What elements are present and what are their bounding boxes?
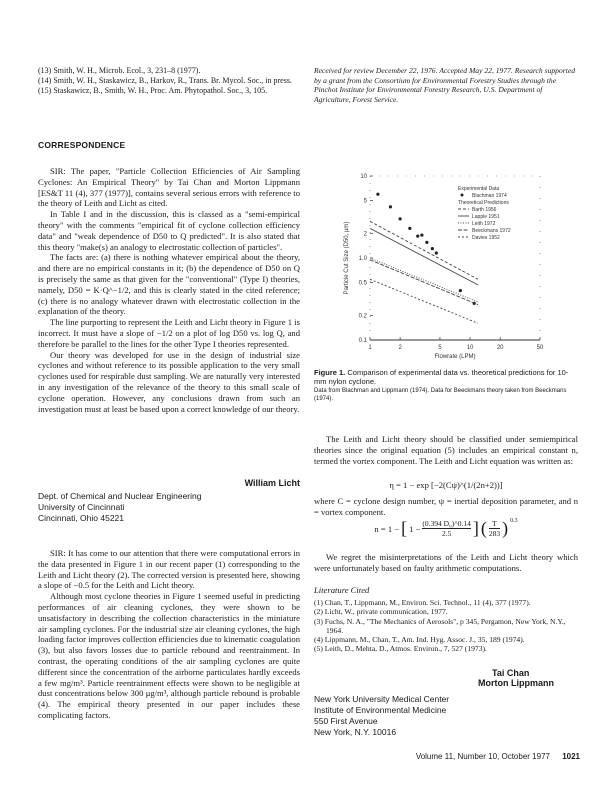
eq2-one: 1 − [409, 523, 421, 534]
paren-close: ) [502, 518, 509, 538]
caption-text: Comparison of experimental data vs. theoretical predictions for 10-mm nylon cyclone. [314, 368, 569, 386]
paragraph: The line purporting to represent the Leith and Licht theory in Figure 1 is incorrect. It must have a slope of −1/2 on a plot of log D50 vs. log Q, and therefore be parallel to the lines for the other Type I theories represented. [38, 317, 300, 349]
chart-svg [340, 168, 580, 368]
series-line [370, 258, 478, 302]
signature-william-licht: William Licht [244, 478, 300, 488]
paragraph: The facts are: (a) there is nothing whatever empirical about the theory, and there are no empirical constants in it; (b) the dependence of D50 on Q is precisely the same as that given for the "conventional" (Type I) theories, namely, D50 = K·Q^−1/2, and this is clearly stated in the cited reference; (c) there is no analogy whatever drawn with electrostatic collection in the explanation of the theory. [38, 252, 300, 317]
legend-label: Beeckmans 1972 [472, 228, 511, 234]
paragraph: Our theory was developed for use in the design of industrial size cyclones and without reference to its possible application to the very small cyclones used for respirable dust sampling. We are naturally very interested in any investigation of the relevance of the theory to this small scale of cyclone operation. However, any conclusions drawn from such an investigation must at least be based upon a correct knowledge of our theory. [38, 349, 300, 414]
x-tick-label: 50 [536, 345, 544, 351]
signature-morton-lippmann: Morton Lippmann [478, 678, 554, 688]
received-note: Received for review December 22, 1976. Accepted May 22, 1977. Research supported by a grant from the Consortium for Environmental Forestry Studies through the Pinchot Institute for Environmental Forestry Research, U.S. Department of Agriculture, Forest Service. [314, 66, 575, 104]
affiliation-line: University of Cincinnati [38, 502, 125, 512]
legend-title: Experimental Data [458, 186, 500, 192]
legend-label: Leith 1972 [472, 221, 496, 227]
affiliation-line: Dept. of Chemical and Nuclear Engineering [38, 491, 202, 501]
legend-title: Theoretical Predictions [458, 200, 509, 206]
paren-open: ( [480, 518, 487, 538]
data-point [376, 193, 379, 196]
paragraph: where C = cyclone design number, ψ = inertial deposition parameter, and n = vortex component. [314, 496, 578, 517]
eq2-temp-num: T [492, 519, 497, 528]
caption-note: Data from Blachman and Lippmann (1974). Data for Beeckmans theory taken from Beeckmans (1974). [314, 388, 567, 402]
data-point [431, 247, 434, 250]
reference-item: (3) Fuchs, N. A., "The Mechanics of Aerosols", p 345, Pergamon, New York, N.Y., 1964. [314, 616, 566, 635]
letter-2-body-left [38, 548, 300, 721]
x-tick-label: 1 [368, 345, 372, 351]
literature-cited-list [314, 598, 578, 654]
data-point [399, 217, 402, 220]
y-tick-label: 0.2 [358, 313, 367, 320]
equation-1: η = 1 − exp [−2(Cψ)^(1/(2n+2))] [389, 480, 503, 490]
eq2-exponent: 0.3 [510, 518, 518, 524]
letter-2-body-right [314, 434, 578, 466]
affiliation-line: New York, N.Y. 10016 [314, 727, 397, 737]
x-tick-label: 5 [438, 345, 442, 351]
legend-marker [461, 194, 464, 197]
paragraph: SIR: It has come to our attention that there were computational errors in the data presented in Figure 1 in our recent paper (1) corresponding to the Leith and Licht theory (2). The corrected version is presented here, showing a slope of −0.5 for the Leith and Licht theory. [38, 548, 300, 591]
data-point [408, 227, 411, 230]
figure-caption [314, 368, 578, 386]
paragraph: We regret the misinterpretations of the Leith and Licht theory which were unfortunately based on faulty arithmetic computations. [314, 552, 578, 573]
eq2-denominator: 2.5 [422, 528, 470, 538]
eq2-left: n = 1 − [374, 523, 400, 534]
y-tick-label: 0.5 [358, 280, 367, 287]
y-axis-label: Particle Cut Size (D50, μm) [344, 221, 350, 295]
page-number: 1021 [562, 752, 580, 761]
legend-label: Barth 1956 [472, 207, 497, 213]
affiliation-line: Institute of Environmental Medicine [314, 705, 447, 715]
letter-1-body [38, 166, 300, 414]
eq2-temp-den: 283 [488, 529, 501, 538]
x-tick-label: 20 [496, 345, 504, 351]
bracket-open: [ [401, 518, 408, 538]
bracket-close: ] [472, 518, 479, 538]
data-point [425, 241, 428, 244]
data-point [389, 205, 392, 208]
x-tick-label: 2 [398, 345, 402, 351]
letter-1-affiliation [38, 491, 300, 524]
reference-item: (14) Smith, W. H., Staskawicz, B., Harkov, R., Trans. Br. Mycol. Soc., in press. [38, 76, 292, 85]
affiliation-line: Cincinnati, Ohio 45221 [38, 513, 125, 523]
series-line [370, 260, 478, 305]
reference-item: (5) Leith, D., Mehta, D., Atmos. Environ., 7, 527 (1973). [314, 644, 487, 654]
affiliation-line: 550 First Avenue [314, 716, 378, 726]
equation-2 [314, 518, 578, 548]
data-point [420, 234, 423, 237]
page-footer [380, 752, 580, 761]
reference-item: (2) Licht, W., private communication, 1977. [314, 607, 448, 617]
y-tick-label: 1.0 [358, 256, 367, 262]
paragraph: In Table I and in the discussion, this is classed as a "semi-empirical theory" with the comments "empirical fit of cyclone collection efficiency data" and "weak dependence of D50 to Q predicted". It is also stated that this theory "make(s) an analogy to electrostatic collection of particles". [38, 209, 300, 252]
affiliation-line: New York University Medical Center [314, 694, 450, 704]
x-axis-label: Flowrate (LPM) [434, 354, 476, 360]
y-tick-label: 10 [360, 174, 367, 180]
top-references [38, 66, 304, 96]
eq2-fraction [422, 519, 470, 538]
section-title: CORRESPONDENCE [38, 140, 126, 150]
y-tick-label: 0.1 [358, 338, 367, 344]
eq2-temp-fraction [489, 519, 500, 538]
x-tick-label: 10 [466, 345, 474, 351]
paragraph: SIR: The paper, "Particle Collection Efficiencies of Air Sampling Cyclones: An Empirical Theory" by Tai Chan and Morton Lippmann [ES&T 11 (4), 377 (1977)], contains several serious errors with reference to the theory of Leith and Licht as cited. [38, 166, 300, 209]
reference-item: (1) Chan, T., Lippmann, M., Environ. Sci. Technol., 11 (4), 377 (1977). [314, 598, 531, 607]
figure-1-chart [340, 168, 580, 368]
legend-label: Blachman 1974 [472, 193, 507, 199]
legend-label: Lapple 1951 [472, 214, 500, 220]
legend-label: Davies 1952 [472, 235, 500, 241]
letter-2-affiliation [314, 694, 578, 738]
eq2-numerator: (0.394 D₀)^0.14 [422, 519, 471, 528]
equation-1-description [314, 496, 578, 518]
data-point [435, 251, 438, 254]
y-tick-label: 5 [363, 198, 367, 205]
reference-item: (4) Lippmann, M., Chan, T., Am. Ind. Hyg. Assoc. J., 35, 189 (1974). [314, 635, 525, 645]
y-tick-label: 2 [363, 231, 367, 238]
data-point [459, 289, 462, 292]
signature-tai-chan: Tai Chan [492, 668, 530, 678]
closing-paragraph [314, 552, 578, 574]
data-point [416, 234, 419, 237]
signature-block [314, 668, 600, 688]
reference-item: (15) Staskawicz, B., Smith, W. H., Proc. Am. Phytopathol. Soc., 3, 105. [38, 86, 268, 95]
literature-cited-title: Literature Cited [314, 585, 370, 595]
caption-label: Figure 1. [314, 368, 346, 377]
paragraph: The Leith and Licht theory should be classified under semiempirical theories since the original equation (5) includes an empirical constant n, termed the vortex component. The Leith and Licht equation was written as: [314, 434, 578, 466]
journal-info: Volume 11, Number 10, October 1977 [415, 752, 550, 761]
series-line [370, 279, 478, 323]
series-line [370, 228, 478, 285]
reference-item: (13) Smith, W. H., Microb. Ecol., 3, 231–8 (1977). [38, 66, 201, 75]
paragraph: Although most cyclone theories in Figure 1 seemed useful in predicting performances of air cleaning cyclones, they were shown to be unsatisfactory in describing the collection characteristics in the miniature air sampling cyclones. For the industrial size air cleaning cyclones, the high loading factor improves collection efficiencies due to kinematic coagulation (3), but also favors losses due to particle rebound and reentrainment. In contrast, the operating conditions of the air sampling cyclones are quite different since the concentration of the airborne particulates hardly exceeds a few mg/m³. Particle reentrainment effects were shown to be negligible at dust concentrations below 300 μg/m³, although particle rebound is probable (4). The empirical theory presented in our paper includes these complicating factors. [38, 591, 300, 720]
